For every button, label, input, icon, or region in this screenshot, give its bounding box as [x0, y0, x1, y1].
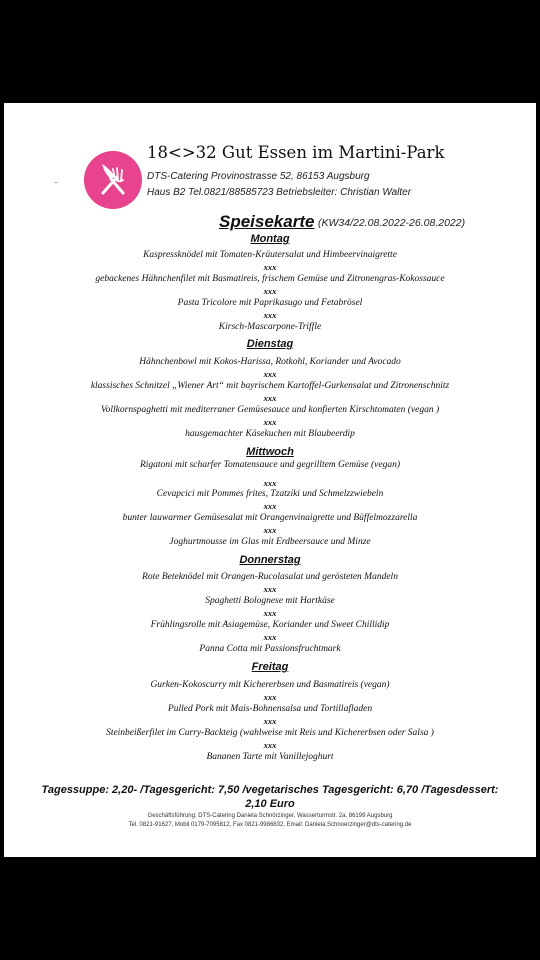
menu-item: gebackenes Hähnchenfilet mit Basmatireis, frischem Gemüse und Zitronengras-Kokossauce: [95, 274, 445, 284]
day-heading: Donnerstag: [239, 554, 301, 566]
separator: xxx: [263, 716, 277, 726]
menu-item: Panna Cotta mit Passionsfruchtmark: [199, 644, 341, 654]
separator: xxx: [263, 310, 277, 320]
restaurant-logo: [84, 151, 142, 209]
prices-line-2: 2,10 Euro: [245, 798, 295, 810]
management-line: Geschäftsführung: DTS-Catering Daniela Schnörzinger, Wasserturmstr. 2a, 86199 Augsburg: [147, 813, 393, 819]
dash-mark: –: [54, 178, 58, 187]
menu-item: Pasta Tricolore mit Paprikasugo und Fetabrösel: [177, 298, 363, 308]
week-range: (KW34/22.08.2022-26.08.2022): [318, 217, 466, 229]
separator: xxx: [263, 393, 277, 403]
day-heading: Dienstag: [246, 338, 294, 350]
separator: xxx: [263, 262, 277, 272]
day-heading: Mittwoch: [246, 446, 294, 458]
separator: xxx: [263, 525, 277, 535]
menu-item: Frühlingsrolle mit Asiagemüse, Koriander und Sweet Chillidip: [150, 620, 390, 630]
menu-title: Speisekarte: [219, 212, 315, 231]
menu-item: hausgemachter Käsekuchen mit Blaubeerdip: [185, 429, 355, 439]
day-heading: Freitag: [251, 661, 289, 673]
menu-item: Kirsch-Mascarpone-Triffle: [218, 322, 322, 332]
restaurant-title: 18<>32 Gut Essen im Martini-Park: [147, 143, 445, 162]
menu-item: Cevapcici mit Pommes frites, Tzatziki und Schmelzzwiebeln: [156, 489, 384, 499]
menu-item: Pulled Pork mit Mais-Bohnensalsa und Tortillafladen: [167, 704, 373, 714]
menu-item: Bananen Tarte mit Vanillejoghurt: [206, 752, 334, 762]
menu-item: Steinbeißerfilet im Curry-Backteig (wahlweise mit Reis und Kichererbsen oder Salsa ): [106, 728, 434, 738]
menu-item: Gurken-Kokoscurry mit Kichererbsen und Basmatireis (vegan): [150, 680, 390, 690]
separator: xxx: [263, 740, 277, 750]
menu-item: Vollkornspaghetti mit mediterraner Gemüsesauce und konfierten Kirschtomaten (vegan ): [100, 405, 440, 415]
separator: xxx: [263, 692, 277, 702]
menu-item: Rote Beteknödel mit Orangen-Rucolasalat und gerösteten Mandeln: [142, 572, 398, 582]
separator: xxx: [263, 417, 277, 427]
menu-item: Kaspressknödel mit Tomaten-Kräutersalat und Himbeervinaigrette: [143, 250, 397, 260]
address-line: DTS-Catering Provinostrasse 52, 86153 Augsburg: [147, 171, 370, 182]
menu-item: klassisches Schnitzel „Wiener Art“ mit bayrischem Kartoffel-Gurkensalat und Zitronenschnitz: [90, 381, 450, 391]
fork-knife-icon: [84, 151, 142, 209]
menu-item: Joghurtmousse im Glas mit Erdbeersauce und Minze: [169, 537, 371, 547]
contact-line: Haus B2 Tel.0821/88585723 Betriebsleiter: Christian Walter: [147, 187, 412, 198]
separator: xxx: [263, 478, 277, 488]
separator: xxx: [263, 501, 277, 511]
separator: xxx: [263, 632, 277, 642]
day-heading: Montag: [250, 233, 290, 245]
menu-item: Spaghetti Bolognese mit Hartkäse: [205, 596, 335, 606]
menu-item: Rigatoni mit scharfer Tomatensauce und gegrilltem Gemüse (vegan): [139, 460, 401, 470]
menu-item: Hähnchenbowl mit Kokos-Harissa, Rotkohl, Koriander und Avocado: [139, 357, 401, 367]
separator: xxx: [263, 608, 277, 618]
separator: xxx: [263, 286, 277, 296]
prices-line-1: Tagessuppe: 2,20- /Tagesgericht: 7,50 /vegetarisches Tagesgericht: 6,70 /Tagesdessert:: [41, 784, 499, 796]
company-contact-line: Tel. 0821-91627, Mobil 0179-7095812, Fax 0821-9986832, Email: Daniela.Schnoerzinger@dts-catering.de: [128, 822, 412, 828]
menu-item: bunter lauwarmer Gemüsesalat mit Orangenvinaigrette und Büffelmozzarella: [122, 513, 418, 523]
separator: xxx: [263, 584, 277, 594]
separator: xxx: [263, 369, 277, 379]
